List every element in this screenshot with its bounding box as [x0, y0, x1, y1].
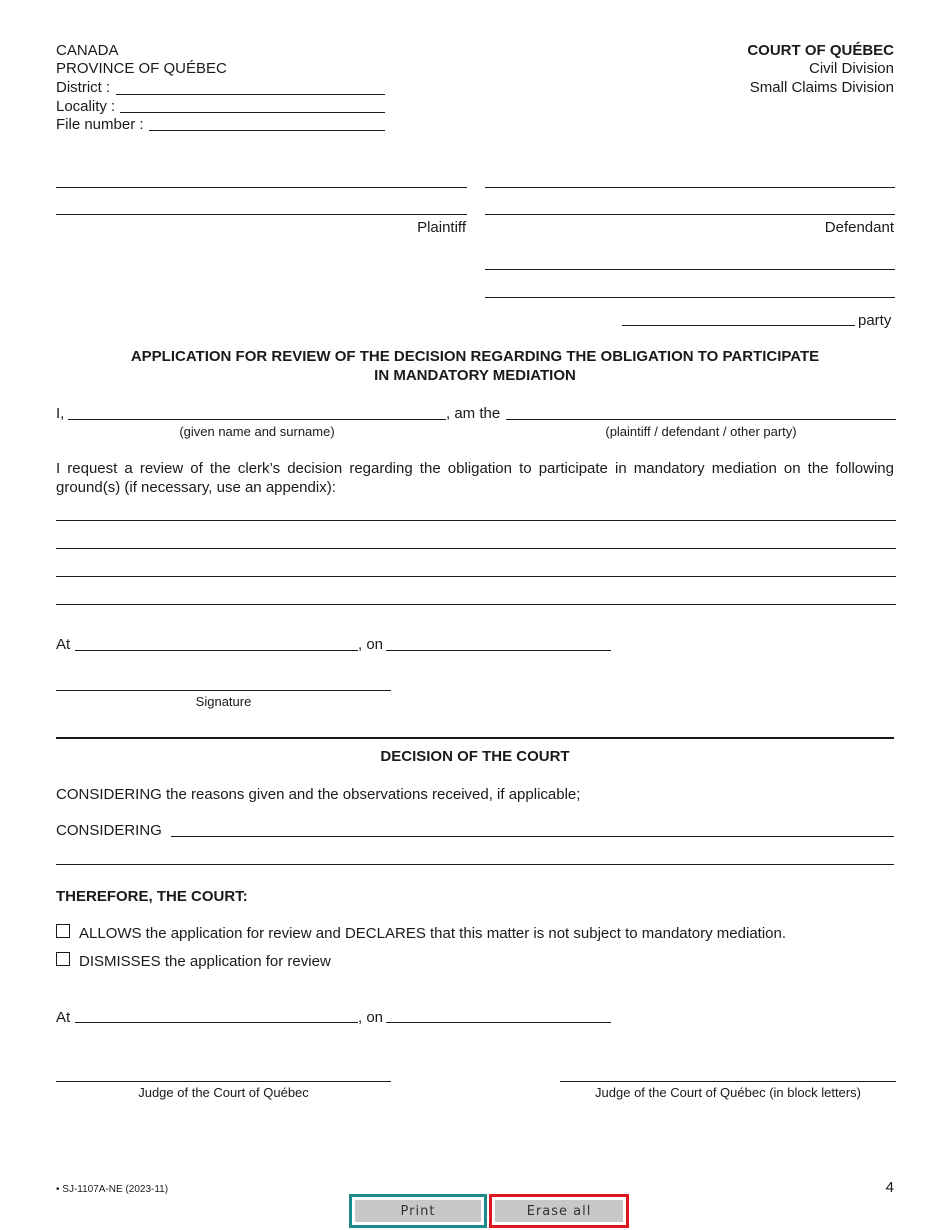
considering-line-2[interactable]: [56, 864, 894, 865]
therefore-heading: THEREFORE, THE COURT:: [56, 888, 248, 905]
considering-label: CONSIDERING: [56, 822, 162, 839]
other-party-line-2[interactable]: [485, 297, 895, 298]
form-title-line-2: IN MANDATORY MEDIATION: [374, 367, 576, 384]
section-divider: [56, 737, 894, 739]
district-field[interactable]: [116, 94, 385, 95]
plaintiff-line-1[interactable]: [56, 187, 467, 188]
decision-on-field[interactable]: [386, 1022, 611, 1023]
grounds-line-2[interactable]: [56, 548, 896, 549]
grounds-line-3[interactable]: [56, 576, 896, 577]
plaintiff-line-2[interactable]: [56, 214, 467, 215]
page-number: 4: [885, 1179, 894, 1196]
role-caption: (plaintiff / defendant / other party): [605, 424, 797, 439]
court-division: Civil Division: [808, 60, 894, 77]
signature-line[interactable]: [56, 690, 391, 691]
allows-checkbox[interactable]: [56, 924, 70, 938]
locality-label: Locality :: [56, 98, 116, 115]
am-the-label: , am the: [446, 405, 501, 422]
judge-caption: Judge of the Court of Québec: [138, 1085, 309, 1100]
judge-signature-line[interactable]: [56, 1081, 391, 1082]
defendant-line-1[interactable]: [485, 187, 895, 188]
party-role-field[interactable]: [622, 325, 855, 326]
considering-reasons: CONSIDERING the reasons given and the observations received, if applicable;: [56, 786, 581, 803]
allows-option-label: ALLOWS the application for review and DECLARES that this matter is not subject to mandatory mediation.: [79, 925, 787, 942]
i-prefix: I,: [56, 405, 65, 422]
country-label: CANADA: [56, 42, 119, 59]
locality-field[interactable]: [120, 112, 385, 113]
applicant-name-field[interactable]: [68, 419, 446, 420]
defendant-label: Defendant: [824, 219, 894, 236]
plaintiff-label: Plaintiff: [417, 219, 466, 236]
district-label: District :: [56, 79, 111, 96]
other-party-line-1[interactable]: [485, 269, 895, 270]
erase-all-button-label: Erase all: [526, 1203, 592, 1219]
party-label: party: [858, 312, 892, 329]
grounds-line-4[interactable]: [56, 604, 896, 605]
province-label: PROVINCE OF QUÉBEC: [56, 60, 227, 77]
dismisses-option-label: DISMISSES the application for review: [79, 953, 331, 970]
on-label: , on: [358, 636, 384, 653]
request-text: I request a review of the clerk’s decision regarding the obligation to participate in mandatory mediation on the following ground(s) (if necessary, use an appendix):: [56, 460, 894, 496]
on-date-field[interactable]: [386, 650, 611, 651]
considering-line-1[interactable]: [171, 836, 894, 837]
signature-caption: Signature: [195, 694, 252, 709]
decision-on-label: , on: [358, 1009, 384, 1026]
print-button-label: Print: [400, 1203, 436, 1219]
file-number-field[interactable]: [149, 130, 385, 131]
form-code: • SJ-1107A-NE (2023-11): [56, 1184, 169, 1195]
print-button[interactable]: [349, 1194, 487, 1228]
at-label: At: [56, 636, 71, 653]
decision-at-field[interactable]: [75, 1022, 358, 1023]
form-title-line-1: APPLICATION FOR REVIEW OF THE DECISION REGARDING THE OBLIGATION TO PARTICIPATE: [130, 348, 820, 365]
dismisses-checkbox[interactable]: [56, 952, 70, 966]
decision-at-label: At: [56, 1009, 71, 1026]
name-caption: (given name and surname): [179, 424, 335, 439]
defendant-line-2[interactable]: [485, 214, 895, 215]
decision-heading: DECISION OF THE COURT: [380, 748, 570, 765]
erase-all-button[interactable]: [489, 1194, 629, 1228]
court-name: COURT OF QUÉBEC: [747, 42, 894, 59]
file-number-label: File number :: [56, 116, 144, 133]
judge-block-caption: Judge of the Court of Québec (in block letters): [595, 1085, 861, 1100]
court-subdivision: Small Claims Division: [749, 79, 894, 96]
judge-block-line[interactable]: [560, 1081, 896, 1082]
at-place-field[interactable]: [75, 650, 358, 651]
applicant-role-field[interactable]: [506, 419, 896, 420]
grounds-line-1[interactable]: [56, 520, 896, 521]
